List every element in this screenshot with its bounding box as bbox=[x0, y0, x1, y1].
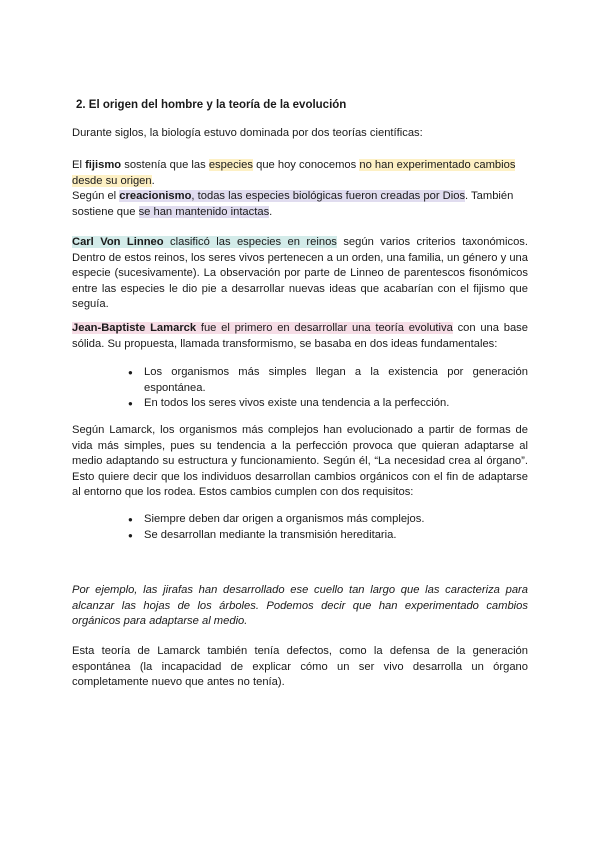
lamarck-text: con una base sólida. Su propuesta, llamada transformismo, se basaba en dos ideas fundamentales: bbox=[72, 322, 528, 350]
highlight-especies: especies bbox=[208, 159, 253, 171]
creacionismo-term: creacionismo bbox=[119, 190, 192, 202]
creacionismo-text: . bbox=[269, 205, 273, 218]
linneo-paragraph bbox=[72, 235, 528, 313]
list-item: ● En todos los seres vivos existe una tendencia a la perfección. bbox=[128, 396, 528, 412]
explicacion-paragraph: Según Lamarck, los organismos más complejos han evolucionado a partir de formas de vida más simples, pues su tendencia a la perfección provoca que quieran adaptarse al medio adaptando su estructura y funcionamiento. Según él, “La necesidad crea al órgano”. Esto quiere decir que los individuos desarrollan cambios orgánicos con el fin de adaptarse al entorno que los rodea. Estos cambios cumplen con dos requisitos: bbox=[72, 424, 528, 498]
fijismo-text: que hoy conocemos bbox=[252, 159, 360, 171]
lamarck-paragraph bbox=[72, 321, 528, 352]
highlight-reinos: clasificó las especies en reinos bbox=[163, 236, 337, 248]
creacionismo-text: Según el bbox=[72, 190, 120, 202]
creacionismo-text: . También sostiene que bbox=[72, 190, 514, 218]
list-item: ● Siempre deben dar origen a organismos más complejos. bbox=[128, 512, 528, 528]
ejemplo-paragraph: Por ejemplo, las jirafas han desarrollado ese cuello tan largo que las caracteriza para alcanzar las hojas de los árboles. Podemos decir que han experimentado cambios orgánicos para adaptarse al medio. bbox=[72, 584, 528, 627]
ideas-list bbox=[128, 365, 528, 412]
list-item: ● Se desarrollan mediante la transmisión hereditaria. bbox=[128, 528, 528, 544]
linneo-name: Carl Von Linneo bbox=[72, 236, 164, 248]
fijismo-text: . bbox=[151, 174, 155, 187]
fijismo-paragraph bbox=[72, 158, 528, 189]
section-heading: 2. El origen del hombre y la teoría de la evolución bbox=[76, 99, 347, 111]
linneo-text: según varios criterios taxonómicos. Dentro de estos reinos, los seres vivos pertenecen a un orden, una familia, un género y una especie (sucesivamente). La observación por parte de Linneo de parentescos fisonómicos entre las especies le dio pie a desarrollar nuevas ideas que acabarían con el fijismo que seguía. bbox=[72, 236, 528, 310]
list-item: ● Los organismos más simples llegan a la existencia por generación espontánea. bbox=[128, 365, 528, 396]
highlight-no-cambios: no han experimentado cambios desde su origen bbox=[72, 159, 516, 187]
requisitos-list bbox=[128, 512, 528, 543]
creacionismo-paragraph bbox=[72, 189, 528, 220]
fijismo-term: fijismo bbox=[85, 159, 122, 171]
highlight-intactas: se han mantenido intactas bbox=[138, 205, 270, 218]
defectos-paragraph: Esta teoría de Lamarck también tenía defectos, como la defensa de la generación espontánea (la incapacidad de explicar cómo un ser vivo desarrolla un órgano completamente nuevo que antes no tenía). bbox=[72, 645, 528, 688]
highlight-creadas-por-dios: , todas las especies biológicas fueron creadas por Dios bbox=[191, 190, 466, 202]
highlight-teoria-evolutiva: fue el primero en desarrollar una teoría evolutiva bbox=[196, 322, 453, 334]
fijismo-text: sostenía que las bbox=[121, 159, 209, 171]
intro-paragraph: Durante siglos, la biología estuvo dominada por dos teorías científicas: bbox=[72, 127, 423, 139]
lamarck-name: Jean-Baptiste Lamarck bbox=[72, 322, 197, 334]
fijismo-text: El bbox=[72, 159, 86, 171]
